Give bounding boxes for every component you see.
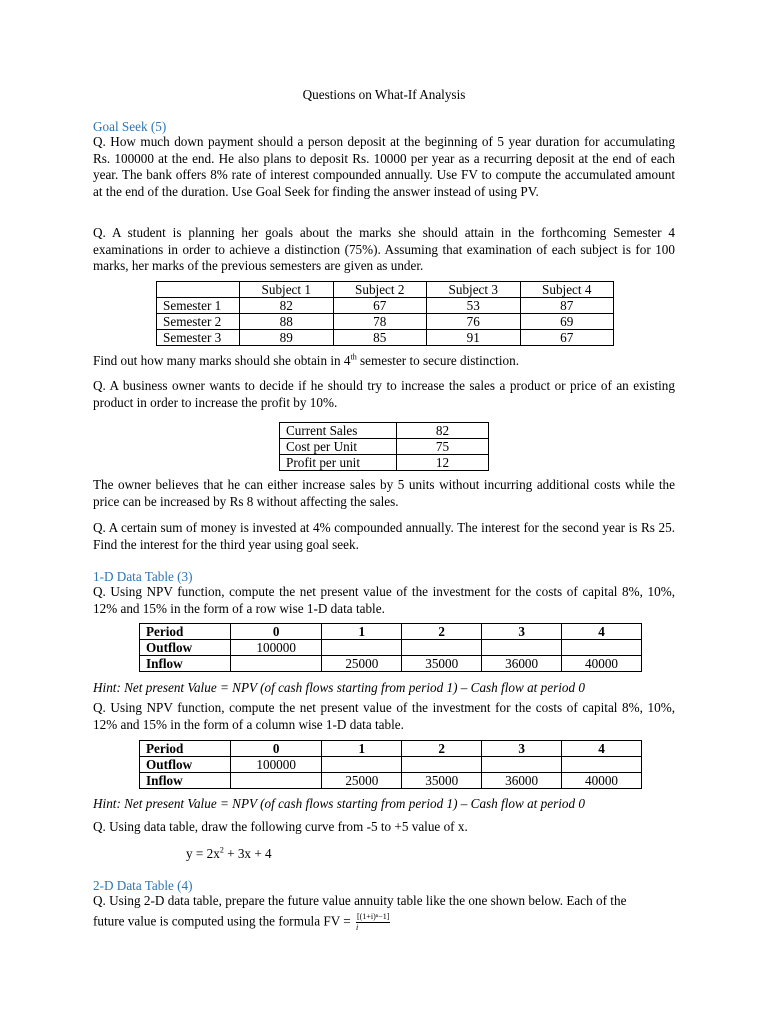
table-row [280, 455, 489, 471]
question-2-followup [93, 353, 675, 370]
table-cell: 100000 [231, 640, 322, 656]
section-heading-goal-seek: Goal Seek (5) [93, 119, 167, 134]
question-3-followup: The owner believes that he can either increase sales by 5 units without incurring additional costs while the price can be increased by Rs 8 without affecting the sales. [93, 477, 675, 509]
table-cell [562, 757, 642, 773]
table-cell [322, 640, 402, 656]
table-cell: 87 [520, 298, 614, 314]
table-header: 2 [402, 624, 482, 640]
table-row [140, 624, 642, 640]
table-cell [482, 757, 562, 773]
section-heading-2d-data-table: 2-D Data Table (4) [93, 878, 193, 893]
table-cell: 76 [427, 314, 521, 330]
row-label: Cost per Unit [280, 439, 397, 455]
row-label: Profit per unit [280, 455, 397, 471]
table-header: 1 [322, 741, 402, 757]
table-row [157, 282, 614, 298]
table-row [140, 757, 642, 773]
table-row [157, 330, 614, 346]
table-cell [231, 773, 322, 789]
table-header: Period [140, 741, 231, 757]
table-cell: 25000 [322, 656, 402, 672]
question-3: Q. A business owner wants to decide if he should try to increase the sales a product or price of an existing product in order to increase the profit by 10%. [93, 378, 675, 410]
table-cell: 25000 [322, 773, 402, 789]
row-label: Semester 2 [157, 314, 240, 330]
followup-text: Find out how many marks should she obtain in 4 [93, 353, 351, 368]
question-6: Q. Using NPV function, compute the net present value of the investment for the costs of capital 8%, 10%, 12% and 15% in the form of a column wise 1-D data table. [93, 700, 675, 732]
question-7: Q. Using data table, draw the following curve from -5 to +5 value of x. [93, 819, 468, 834]
table-header: Subject 3 [427, 282, 521, 298]
hint-text: Hint: Net present Value = NPV (of cash flows starting from period 1) – Cash flow at period 0 [93, 680, 585, 695]
equation [186, 846, 272, 862]
table-cell: 78 [333, 314, 427, 330]
table-cell: 40000 [562, 656, 642, 672]
fv-denominator: i [356, 923, 359, 932]
table-header: 0 [231, 624, 322, 640]
fv-numerator: [(1+i)ⁿ−1] [357, 912, 390, 921]
question-2: Q. A student is planning her goals about the marks she should attain in the forthcoming Semester 4 examinations in order to achieve a distinction (75%). Assuming that examination of each subject is for 100 marks, her marks of the previous semesters are given as under. [93, 225, 675, 274]
table-cell [231, 656, 322, 672]
table-cell: 100000 [231, 757, 322, 773]
table-row [140, 741, 642, 757]
equation-exponent: 2 [219, 845, 224, 855]
question-8: Q. Using 2-D data table, prepare the future value annuity table like the one shown below. Each of the [93, 893, 627, 908]
row-label: Inflow [140, 773, 231, 789]
table-cell: 82 [397, 423, 489, 439]
table-cell [402, 640, 482, 656]
table-cell: 88 [240, 314, 334, 330]
table-cell: 36000 [482, 656, 562, 672]
table-header: 1 [322, 624, 402, 640]
table-row [157, 314, 614, 330]
table-cell: 35000 [402, 773, 482, 789]
table-header: 0 [231, 741, 322, 757]
followup-text-end: semester to secure distinction. [356, 353, 519, 368]
hint-text-2: Hint: Net present Value = NPV (of cash flows starting from period 1) – Cash flow at period 0 [93, 796, 585, 811]
table-cell: 69 [520, 314, 614, 330]
table-cell: 40000 [562, 773, 642, 789]
fv-text: future value is computed using the formula FV = [93, 913, 355, 929]
table-cell: 82 [240, 298, 334, 314]
table-header: Period [140, 624, 231, 640]
table-cell: 67 [333, 298, 427, 314]
table-row [280, 423, 489, 439]
table-header: 4 [562, 624, 642, 640]
row-label: Semester 1 [157, 298, 240, 314]
table-header: Subject 1 [240, 282, 334, 298]
table-header: 4 [562, 741, 642, 757]
question-1: Q. How much down payment should a person deposit at the beginning of 5 year duration for accumulating Rs. 100000 at the end. He also plans to deposit Rs. 10000 per year as a recurring deposit at the end of each year. The bank offers 8% rate of interest compounded annually. Use FV to compute the accumulated amount at the end of the duration. Use Goal Seek for finding the answer instead of using PV. [93, 134, 675, 199]
page-title: Questions on What-If Analysis [302, 87, 466, 102]
question-5: Q. Using NPV function, compute the net present value of the investment for the costs of capital 8%, 10%, 12% and 15% in the form of a row wise 1-D data table. [93, 584, 675, 616]
table-header: 3 [482, 741, 562, 757]
table-cell: 36000 [482, 773, 562, 789]
equation-right: + 3x + 4 [223, 846, 272, 861]
table-cell: 91 [427, 330, 521, 346]
row-label: Inflow [140, 656, 231, 672]
table-cell [402, 757, 482, 773]
table-row [140, 656, 642, 672]
table-row [140, 640, 642, 656]
table-cell [482, 640, 562, 656]
table-header: 2 [402, 741, 482, 757]
table-header: 3 [482, 624, 562, 640]
table-cell: 85 [333, 330, 427, 346]
table-cell: 89 [240, 330, 334, 346]
fv-formula [356, 912, 390, 933]
table-header: Subject 4 [520, 282, 614, 298]
row-label: Semester 3 [157, 330, 240, 346]
question-8-line2 [93, 912, 675, 933]
table-cell: 35000 [402, 656, 482, 672]
section-heading-1d-data-table: 1-D Data Table (3) [93, 569, 193, 584]
table-cell: 12 [397, 455, 489, 471]
table-cell [322, 757, 402, 773]
marks-table [156, 281, 614, 346]
row-label: Outflow [140, 640, 231, 656]
cashflow-table-row-wise [139, 623, 642, 672]
table-header: Subject 2 [333, 282, 427, 298]
table-row [140, 773, 642, 789]
table-cell [157, 282, 240, 298]
table-cell: 75 [397, 439, 489, 455]
row-label: Current Sales [280, 423, 397, 439]
ordinal-suffix: th [350, 352, 357, 362]
table-row [157, 298, 614, 314]
table-cell: 67 [520, 330, 614, 346]
table-cell [562, 640, 642, 656]
row-label: Outflow [140, 757, 231, 773]
table-cell: 53 [427, 298, 521, 314]
sales-table [279, 422, 489, 471]
equation-left: y = 2x [186, 846, 220, 861]
cashflow-table-column-wise [139, 740, 642, 789]
question-4: Q. A certain sum of money is invested at 4% compounded annually. The interest for the second year is Rs 25. Find the interest for the third year using goal seek. [93, 520, 675, 552]
table-row [280, 439, 489, 455]
